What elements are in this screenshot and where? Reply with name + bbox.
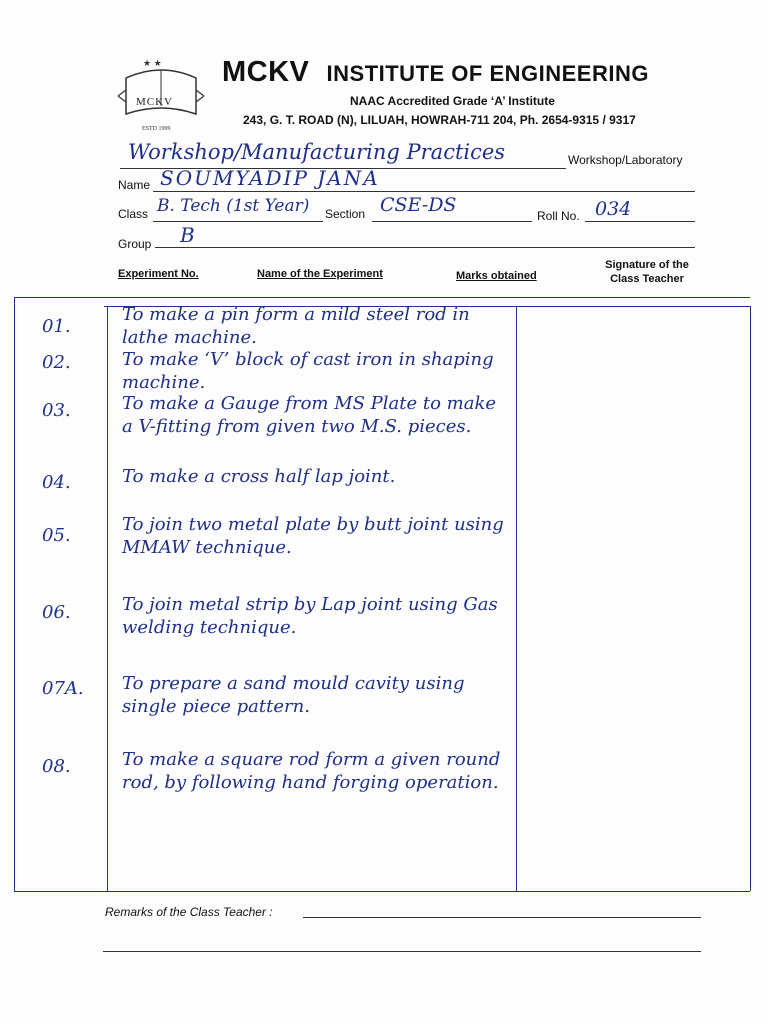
table-row-no: 02. bbox=[42, 352, 71, 373]
table-row-no: 05. bbox=[42, 525, 71, 546]
group-label: Group bbox=[118, 237, 152, 251]
table-top-line bbox=[14, 297, 750, 298]
table-col-line-3 bbox=[750, 306, 751, 891]
section-label: Section bbox=[325, 207, 366, 221]
table-row-name: To make a Gauge from MS Plate to make a V-fitting from given two M.S. pieces. bbox=[122, 393, 497, 437]
table-row-no: 06. bbox=[42, 602, 71, 623]
logo-text: MCKV bbox=[136, 96, 174, 108]
group-underline bbox=[155, 247, 695, 248]
svg-text:★ ★: ★ ★ bbox=[143, 58, 162, 68]
table-row-no: 08. bbox=[42, 756, 71, 777]
remarks-underline-1 bbox=[303, 917, 701, 918]
remarks-label: Remarks of the Class Teacher : bbox=[105, 905, 273, 919]
table-row-no: 07A. bbox=[42, 678, 84, 699]
group-value: B bbox=[180, 223, 195, 247]
header-signature bbox=[592, 258, 702, 286]
table-row-name: To make a cross half lap joint. bbox=[122, 466, 396, 487]
class-underline bbox=[153, 221, 323, 222]
class-value: B. Tech (1st Year) bbox=[157, 196, 310, 216]
institute-name-part1: MCKV bbox=[222, 56, 310, 88]
header-marks: Marks obtained bbox=[456, 270, 537, 282]
table-row-no: 01. bbox=[42, 316, 71, 337]
roll-label: Roll No. bbox=[537, 209, 580, 223]
name-underline bbox=[153, 191, 695, 192]
roll-value: 034 bbox=[595, 198, 632, 220]
table-row-no: 04. bbox=[42, 472, 71, 493]
table-row-name: To make a square rod form a given round rod, by following hand forging operation. bbox=[122, 749, 501, 793]
table-row-name: To prepare a sand mould cavity using single piece pattern. bbox=[122, 673, 465, 717]
section-underline bbox=[372, 221, 532, 222]
table-row-no: 03. bbox=[42, 400, 71, 421]
table-col-line-1 bbox=[107, 306, 108, 891]
institute-name bbox=[222, 56, 649, 89]
accreditation-text: NAAC Accredited Grade ‘A’ Institute bbox=[350, 94, 555, 108]
section-value: CSE-DS bbox=[380, 194, 457, 216]
address-text: 243, G. T. ROAD (N), LILUAH, HOWRAH-711 204, Ph. 2654-9315 / 9317 bbox=[243, 113, 636, 127]
table-left-line bbox=[14, 297, 15, 891]
table-row-name: To join metal strip by Lap joint using Gas welding technique. bbox=[122, 594, 498, 638]
table-row-name: To make a pin form a mild steel rod in lathe machine. bbox=[122, 304, 470, 348]
table-bottom-line bbox=[14, 891, 750, 892]
roll-underline bbox=[585, 221, 695, 222]
name-value: SOUMYADIP JANA bbox=[160, 166, 380, 190]
table-col-line-2 bbox=[516, 306, 517, 891]
institute-name-part2: INSTITUTE OF ENGINEERING bbox=[326, 61, 649, 86]
header-experiment-no: Experiment No. bbox=[118, 268, 199, 280]
class-label: Class bbox=[118, 207, 149, 221]
header-experiment-name: Name of the Experiment bbox=[257, 268, 383, 280]
table-row-name: To join two metal plate by butt joint using MMAW technique. bbox=[122, 514, 504, 558]
header-signature-text: Signature of the Class Teacher bbox=[605, 259, 689, 285]
subject-value: Workshop/Manufacturing Practices bbox=[128, 140, 506, 164]
subject-label: Workshop/Laboratory bbox=[568, 153, 683, 167]
remarks-underline-2 bbox=[103, 951, 701, 952]
svg-text:ESTD 1999: ESTD 1999 bbox=[142, 126, 171, 132]
table-row-name: To make ‘V’ block of cast iron in shaping machine. bbox=[122, 349, 494, 393]
name-label: Name bbox=[118, 178, 151, 192]
